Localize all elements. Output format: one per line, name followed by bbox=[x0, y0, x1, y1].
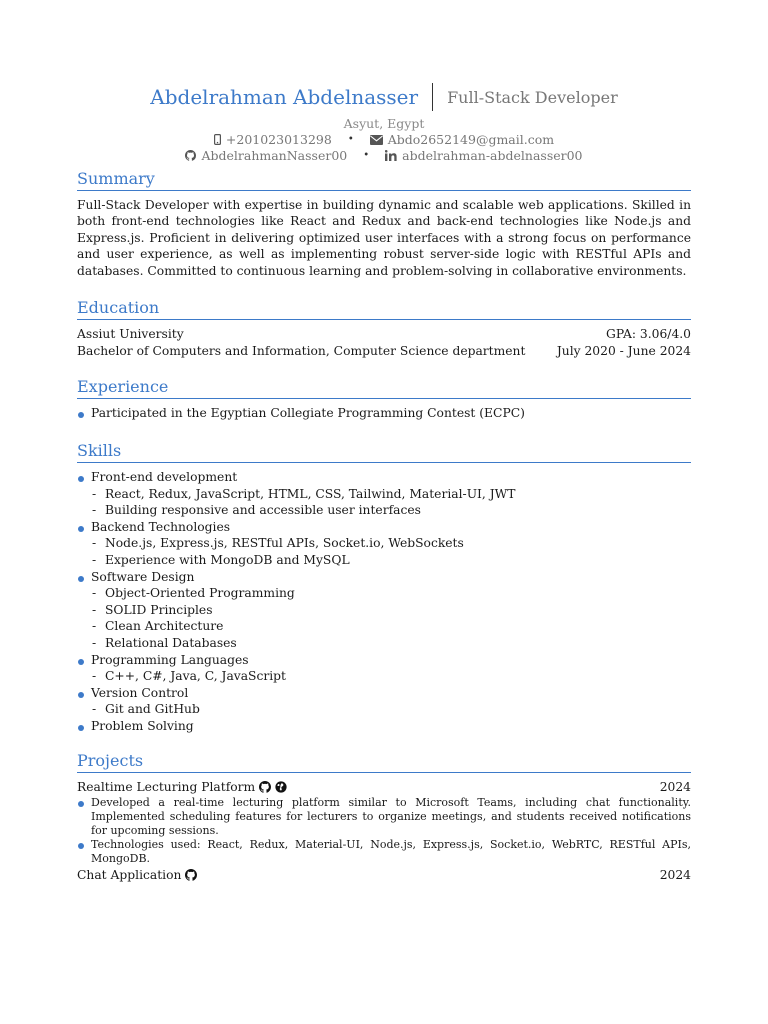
skill-group bbox=[77, 519, 691, 569]
skill-group-label: Backend Technologies bbox=[91, 519, 231, 534]
phone-number: +201023013298 bbox=[225, 132, 332, 147]
skill-group bbox=[77, 569, 691, 652]
globe-icon[interactable] bbox=[275, 781, 287, 793]
skill-item: - Relational Databases bbox=[91, 635, 691, 652]
experience-heading: Experience bbox=[77, 377, 691, 399]
email-contact[interactable] bbox=[370, 132, 554, 147]
experience-list bbox=[77, 405, 691, 422]
resume-header bbox=[0, 80, 768, 163]
skill-sublist bbox=[91, 535, 691, 568]
skill-item: - Object-Oriented Programming bbox=[91, 585, 691, 602]
envelope-icon bbox=[370, 135, 383, 145]
name-divider bbox=[432, 83, 433, 111]
skill-sublist bbox=[91, 486, 691, 519]
experience-section bbox=[77, 377, 691, 422]
summary-text: Full-Stack Developer with expertise in building dynamic and scalable web applications. Skilled in both front-end technologies like React and Redux and back-end technologies like Node.js and Express.js. Proficient in delivering optimized user interfaces with a strong focus on performance and user experience, as well as implementing robust server-side logic with RESTful APIs and databases. Committed to continuous learning and problem-solving in collaborative environments. bbox=[77, 198, 691, 278]
gpa: GPA: 3.06/4.0 bbox=[606, 327, 691, 341]
school-name: Assiut University bbox=[77, 327, 184, 341]
skill-item: - Building responsive and accessible user interfaces bbox=[91, 502, 691, 519]
project-title bbox=[77, 867, 197, 884]
skill-group bbox=[77, 469, 691, 519]
skill-group-label: Software Design bbox=[91, 569, 195, 584]
education-row-1 bbox=[77, 326, 691, 343]
skill-item: - Experience with MongoDB and MySQL bbox=[91, 552, 691, 569]
skill-group-label: Problem Solving bbox=[91, 718, 194, 733]
skill-group-label: Programming Languages bbox=[91, 652, 249, 667]
project-bullet: Technologies used: React, Redux, Material-UI, Node.js, Express.js, Socket.io, WebRTC, RESTful APIs, MongoDB. bbox=[77, 838, 691, 866]
skill-item: - C++, C#, Java, C, JavaScript bbox=[91, 668, 691, 685]
github-icon[interactable] bbox=[185, 869, 197, 881]
skills-section bbox=[77, 441, 691, 735]
degree: Bachelor of Computers and Information, Computer Science department bbox=[77, 343, 526, 358]
project-name: Realtime Lecturing Platform bbox=[77, 780, 256, 794]
linkedin-handle: abdelrahman-abdelnasser00 bbox=[402, 148, 583, 163]
skill-item: - SOLID Principles bbox=[91, 602, 691, 619]
education-heading: Education bbox=[77, 298, 691, 320]
summary-heading: Summary bbox=[77, 169, 691, 191]
github-icon bbox=[185, 150, 196, 161]
summary-section bbox=[77, 169, 691, 279]
skill-sublist bbox=[91, 585, 691, 651]
github-contact[interactable] bbox=[185, 148, 347, 163]
contact-row-1 bbox=[0, 132, 768, 147]
skill-group-label: Front-end development bbox=[91, 470, 238, 484]
education-section bbox=[77, 298, 691, 359]
project-bullets bbox=[77, 796, 691, 867]
skills-list bbox=[77, 469, 691, 735]
github-icon[interactable] bbox=[259, 781, 271, 793]
project-header-row bbox=[77, 867, 691, 884]
skill-item: - Node.js, Express.js, RESTful APIs, Socket.io, WebSockets bbox=[91, 535, 691, 552]
project-title bbox=[77, 779, 287, 796]
linkedin-icon bbox=[385, 150, 397, 161]
phone-contact[interactable] bbox=[214, 132, 332, 147]
contact-separator: • bbox=[363, 150, 370, 161]
skill-item: - React, Redux, JavaScript, HTML, CSS, Tailwind, Material-UI, JWT bbox=[91, 486, 691, 503]
skill-item: - Git and GitHub bbox=[91, 701, 691, 718]
education-row-2 bbox=[77, 343, 691, 360]
github-username: AbdelrahmanNasser00 bbox=[201, 148, 348, 163]
location: Asyut, Egypt bbox=[343, 116, 425, 131]
projects-heading: Projects bbox=[77, 751, 691, 773]
name-row bbox=[0, 80, 768, 114]
skill-sublist bbox=[91, 701, 691, 718]
contact-row-2 bbox=[0, 148, 768, 163]
linkedin-contact[interactable] bbox=[385, 148, 582, 163]
skill-item: - Clean Architecture bbox=[91, 618, 691, 635]
experience-item: Participated in the Egyptian Collegiate Programming Contest (ECPC) bbox=[77, 405, 691, 422]
project-name: Chat Application bbox=[77, 867, 182, 882]
project-header-row bbox=[77, 779, 691, 796]
candidate-role: Full-Stack Developer bbox=[447, 87, 618, 107]
projects-section bbox=[77, 751, 691, 883]
contact-separator: • bbox=[347, 134, 354, 145]
skills-heading: Skills bbox=[77, 441, 691, 463]
email-address: Abdo2652149@gmail.com bbox=[387, 132, 555, 147]
project-bullet: Developed a real-time lecturing platform similar to Microsoft Teams, including chat functionality. Implemented scheduling features for lecturers to organize meetings, and students received notifications for upcoming sessions. bbox=[77, 796, 691, 839]
education-dates: July 2020 - June 2024 bbox=[556, 343, 691, 358]
skill-group bbox=[77, 652, 691, 685]
skill-group bbox=[77, 718, 691, 735]
candidate-name: Abdelrahman Abdelnasser bbox=[150, 85, 419, 109]
project-year: 2024 bbox=[659, 867, 691, 882]
mobile-phone-icon bbox=[214, 134, 221, 145]
project-year: 2024 bbox=[659, 780, 691, 794]
skill-group-label: Version Control bbox=[91, 685, 189, 700]
projects-list bbox=[77, 779, 691, 883]
skill-sublist bbox=[91, 668, 691, 685]
skill-group bbox=[77, 685, 691, 718]
